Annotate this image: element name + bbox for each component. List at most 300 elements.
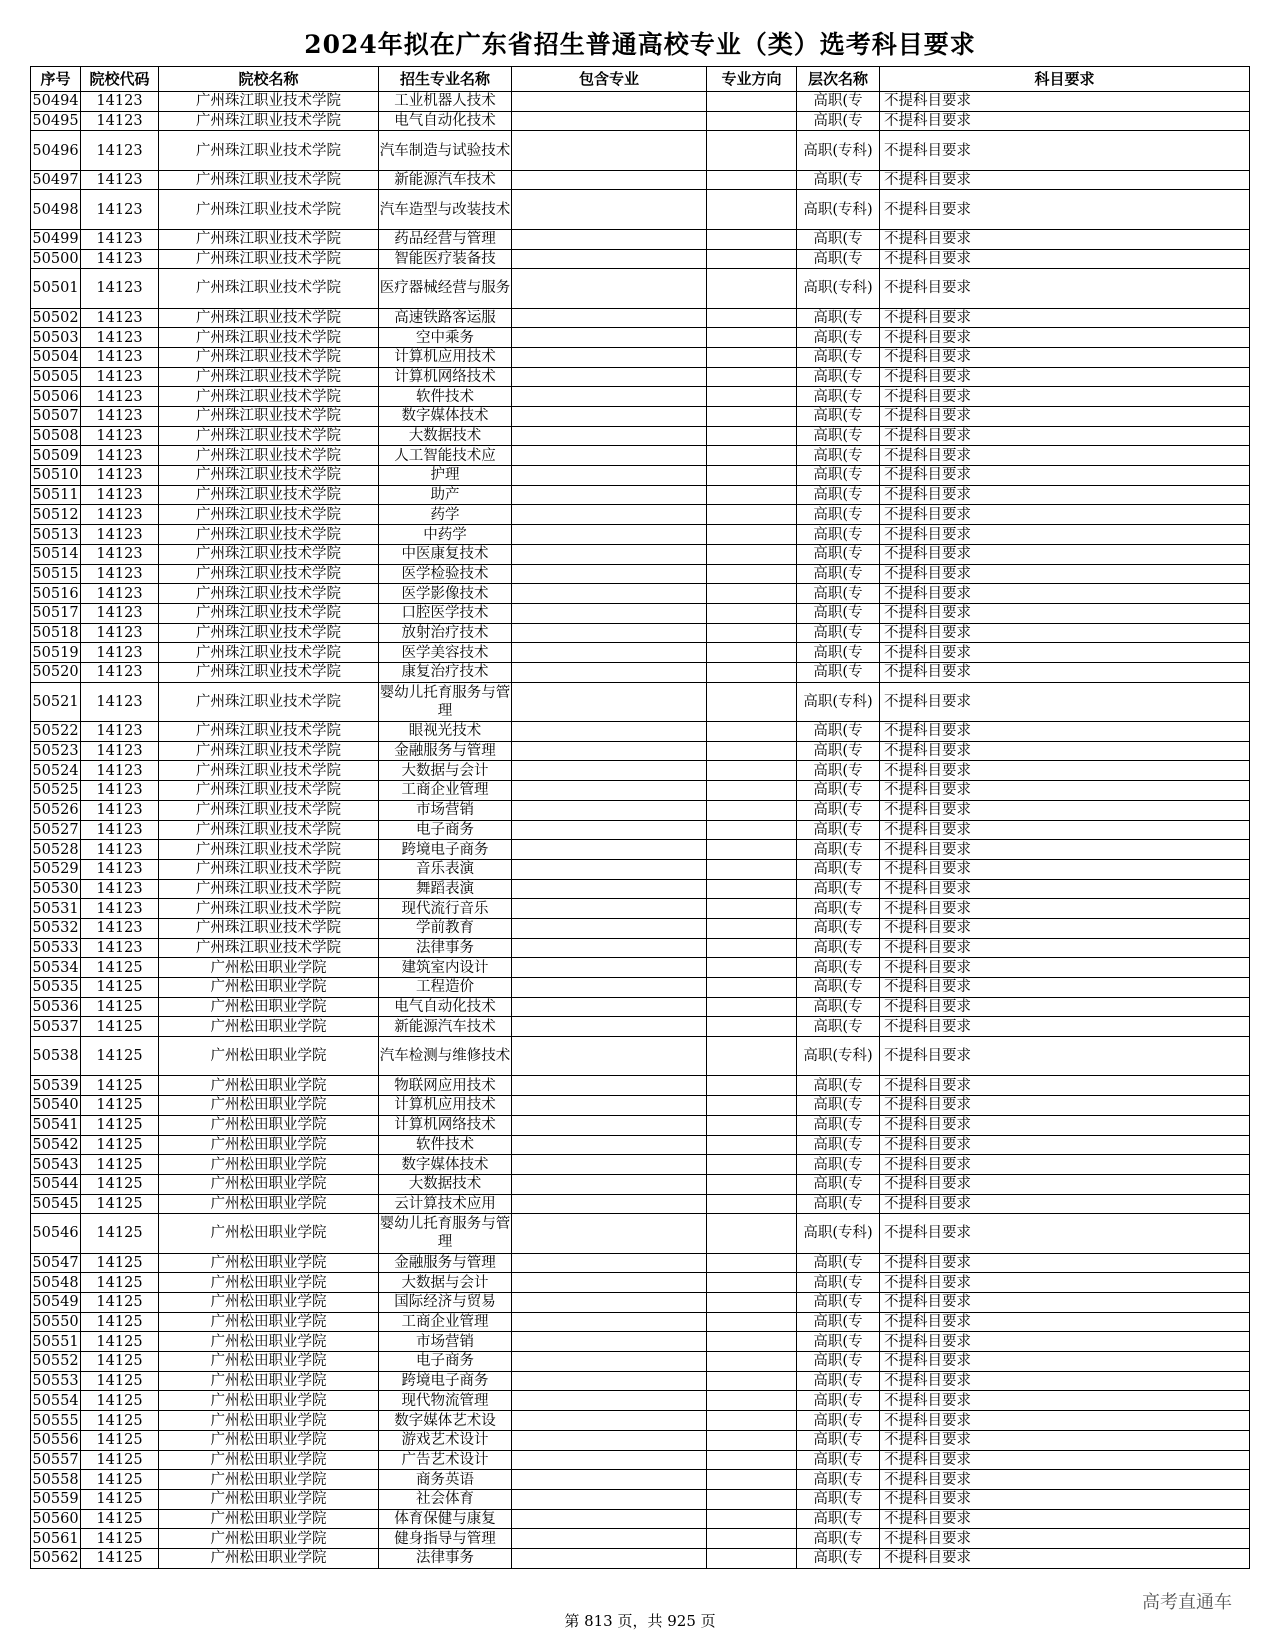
table-row	[31, 1450, 1250, 1470]
cell-included-majors	[512, 918, 707, 938]
cell-school-name: 广州珠江职业技术学院	[159, 446, 379, 466]
cell-included-majors	[512, 1273, 707, 1293]
cell-major-name: 云计算技术应用	[379, 1194, 512, 1214]
cell-subject-requirement: 不提科目要求	[880, 1273, 1250, 1293]
cell-level: 高职(专	[797, 1529, 880, 1549]
cell-school-name: 广州松田职业学院	[159, 978, 379, 998]
cell-major-name: 中药学	[379, 525, 512, 545]
cell-major-name: 智能医疗装备技	[379, 249, 512, 269]
cell-school-code: 14125	[81, 978, 159, 998]
cell-school-name: 广州松田职业学院	[159, 1371, 379, 1391]
cell-school-code: 14125	[81, 1450, 159, 1470]
cell-school-name: 广州松田职业学院	[159, 1470, 379, 1490]
cell-level: 高职(专	[797, 978, 880, 998]
cell-major-name: 电子商务	[379, 1352, 512, 1372]
cell-level: 高职(专	[797, 781, 880, 801]
cell-school-code: 14123	[81, 938, 159, 958]
cell-school-name: 广州松田职业学院	[159, 1548, 379, 1568]
table-row	[31, 603, 1250, 623]
cell-major-name: 婴幼儿托育服务与管理	[379, 682, 512, 721]
cell-school-name: 广州珠江职业技术学院	[159, 564, 379, 584]
cell-school-name: 广州珠江职业技术学院	[159, 407, 379, 427]
cell-school-name: 广州松田职业学院	[159, 1391, 379, 1411]
cell-included-majors	[512, 1411, 707, 1431]
cell-school-code: 14125	[81, 1115, 159, 1135]
col-header-seq: 序号	[31, 67, 81, 92]
cell-school-code: 14125	[81, 1135, 159, 1155]
cell-subject-requirement: 不提科目要求	[880, 1489, 1250, 1509]
cell-major-name: 音乐表演	[379, 859, 512, 879]
cell-level: 高职(专	[797, 1293, 880, 1313]
cell-major-name: 现代物流管理	[379, 1391, 512, 1411]
cell-seq: 50553	[32, 1373, 79, 1390]
cell-school-code: 14123	[81, 92, 159, 112]
table-row	[31, 111, 1250, 131]
cell-school-code: 14123	[81, 820, 159, 840]
cell-major-name: 婴幼儿托育服务与管理	[379, 1214, 512, 1253]
cell-school-name: 广州珠江职业技术学院	[159, 249, 379, 269]
cell-school-code: 14123	[81, 170, 159, 190]
table-row	[31, 1470, 1250, 1490]
cell-major-direction	[707, 643, 797, 663]
cell-major-name: 学前教育	[379, 918, 512, 938]
cell-major-direction	[707, 426, 797, 446]
table-row	[31, 722, 1250, 742]
cell-school-code: 14125	[81, 1273, 159, 1293]
cell-school-name: 广州松田职业学院	[159, 1430, 379, 1450]
cell-major-direction	[707, 308, 797, 328]
cell-included-majors	[512, 1352, 707, 1372]
cell-level: 高职(专	[797, 938, 880, 958]
cell-level: 高职(专科)	[797, 1214, 880, 1253]
cell-included-majors	[512, 564, 707, 584]
cell-major-direction	[707, 1214, 797, 1253]
cell-seq: 50540	[32, 1097, 79, 1114]
cell-subject-requirement: 不提科目要求	[880, 978, 1250, 998]
cell-major-name: 大数据技术	[379, 1174, 512, 1194]
cell-included-majors	[512, 643, 707, 663]
cell-level: 高职(专	[797, 722, 880, 742]
cell-level: 高职(专科)	[797, 1037, 880, 1076]
cell-school-name: 广州珠江职业技术学院	[159, 603, 379, 623]
cell-school-name: 广州松田职业学院	[159, 1352, 379, 1372]
cell-level: 高职(专	[797, 1450, 880, 1470]
cell-seq: 50543	[32, 1156, 79, 1173]
cell-seq: 50542	[32, 1136, 79, 1153]
cell-included-majors	[512, 525, 707, 545]
cell-major-name: 数字媒体技术	[379, 407, 512, 427]
cell-seq: 50547	[32, 1255, 79, 1271]
cell-subject-requirement: 不提科目要求	[880, 662, 1250, 682]
cell-major-name: 现代流行音乐	[379, 899, 512, 919]
cell-major-direction	[707, 229, 797, 249]
cell-seq: 50531	[32, 900, 79, 917]
cell-seq: 50549	[32, 1294, 79, 1311]
cell-school-code: 14125	[81, 958, 159, 978]
cell-level: 高职(专	[797, 997, 880, 1017]
cell-included-majors	[512, 170, 707, 190]
cell-school-code: 14123	[81, 662, 159, 682]
table-row	[31, 682, 1250, 721]
cell-school-name: 广州松田职业学院	[159, 1194, 379, 1214]
cell-subject-requirement: 不提科目要求	[880, 1430, 1250, 1450]
cell-seq: 50539	[32, 1077, 79, 1094]
cell-included-majors	[512, 544, 707, 564]
cell-seq: 50530	[32, 880, 79, 897]
cell-major-direction	[707, 446, 797, 466]
cell-subject-requirement: 不提科目要求	[880, 564, 1250, 584]
cell-subject-requirement: 不提科目要求	[880, 131, 1250, 170]
cell-school-name: 广州松田职业学院	[159, 1115, 379, 1135]
cell-school-name: 广州松田职业学院	[159, 1174, 379, 1194]
cell-school-name: 广州松田职业学院	[159, 958, 379, 978]
cell-major-direction	[707, 525, 797, 545]
cell-school-name: 广州松田职业学院	[159, 1096, 379, 1116]
table-row	[31, 978, 1250, 998]
cell-subject-requirement: 不提科目要求	[880, 938, 1250, 958]
cell-subject-requirement: 不提科目要求	[880, 1155, 1250, 1175]
table-row	[31, 387, 1250, 407]
table-row	[31, 308, 1250, 328]
cell-school-name: 广州珠江职业技术学院	[159, 544, 379, 564]
cell-seq: 50516	[32, 585, 79, 602]
cell-school-name: 广州珠江职业技术学院	[159, 131, 379, 170]
cell-major-name: 健身指导与管理	[379, 1529, 512, 1549]
table-row	[31, 1529, 1250, 1549]
cell-included-majors	[512, 1253, 707, 1273]
cell-major-direction	[707, 859, 797, 879]
cell-seq: 50505	[32, 369, 79, 386]
cell-major-direction	[707, 1115, 797, 1135]
cell-seq: 50527	[32, 821, 79, 838]
cell-level: 高职(专	[797, 584, 880, 604]
cell-subject-requirement: 不提科目要求	[880, 446, 1250, 466]
table-row	[31, 328, 1250, 348]
cell-major-name: 法律事务	[379, 938, 512, 958]
cell-seq: 50501	[31, 269, 81, 308]
cell-subject-requirement: 不提科目要求	[880, 485, 1250, 505]
cell-subject-requirement: 不提科目要求	[880, 229, 1250, 249]
cell-seq: 50551	[32, 1333, 79, 1350]
cell-school-name: 广州松田职业学院	[159, 997, 379, 1017]
cell-school-code: 14125	[81, 1037, 159, 1076]
cell-seq: 50513	[32, 526, 79, 543]
table-header-row	[31, 67, 1250, 92]
cell-major-name: 高速铁路客运服	[379, 308, 512, 328]
cell-level: 高职(专	[797, 761, 880, 781]
cell-major-direction	[707, 367, 797, 387]
col-header-level: 层次名称	[797, 67, 880, 92]
cell-school-name: 广州珠江职业技术学院	[159, 840, 379, 860]
cell-seq: 50507	[32, 408, 79, 425]
table-row	[31, 899, 1250, 919]
cell-major-direction	[707, 1273, 797, 1293]
cell-school-code: 14123	[81, 800, 159, 820]
cell-school-code: 14125	[81, 1509, 159, 1529]
cell-major-name: 市场营销	[379, 1332, 512, 1352]
cell-school-code: 14123	[81, 564, 159, 584]
cell-major-direction	[707, 1174, 797, 1194]
cell-school-name: 广州松田职业学院	[159, 1214, 379, 1253]
cell-major-name: 计算机网络技术	[379, 367, 512, 387]
table-row	[31, 1155, 1250, 1175]
cell-level: 高职(专	[797, 1509, 880, 1529]
cell-seq: 50503	[32, 329, 79, 346]
cell-subject-requirement: 不提科目要求	[880, 1135, 1250, 1155]
cell-subject-requirement: 不提科目要求	[880, 1548, 1250, 1568]
cell-major-direction	[707, 938, 797, 958]
cell-level: 高职(专	[797, 1430, 880, 1450]
cell-school-name: 广州珠江职业技术学院	[159, 328, 379, 348]
cell-school-name: 广州珠江职业技术学院	[159, 800, 379, 820]
table-row	[31, 1509, 1250, 1529]
cell-level: 高职(专	[797, 387, 880, 407]
cell-major-direction	[707, 485, 797, 505]
cell-level: 高职(专	[797, 1076, 880, 1096]
table-row	[31, 1312, 1250, 1332]
table-row	[31, 800, 1250, 820]
cell-included-majors	[512, 584, 707, 604]
cell-seq: 50556	[32, 1432, 79, 1449]
cell-seq: 50504	[32, 349, 79, 366]
cell-major-direction	[707, 722, 797, 742]
cell-major-name: 中医康复技术	[379, 544, 512, 564]
cell-subject-requirement: 不提科目要求	[880, 269, 1250, 308]
cell-school-code: 14123	[81, 899, 159, 919]
cell-included-majors	[512, 92, 707, 112]
cell-major-direction	[707, 1194, 797, 1214]
cell-school-code: 14123	[81, 446, 159, 466]
cell-subject-requirement: 不提科目要求	[880, 1096, 1250, 1116]
cell-seq: 50544	[32, 1176, 79, 1193]
cell-included-majors	[512, 505, 707, 525]
cell-level: 高职(专	[797, 505, 880, 525]
cell-school-name: 广州珠江职业技术学院	[159, 781, 379, 801]
cell-seq: 50537	[32, 1018, 79, 1035]
cell-school-code: 14123	[81, 367, 159, 387]
cell-included-majors	[512, 1096, 707, 1116]
cell-subject-requirement: 不提科目要求	[880, 1509, 1250, 1529]
cell-school-code: 14125	[81, 1352, 159, 1372]
cell-level: 高职(专	[797, 1548, 880, 1568]
cell-major-name: 游戏艺术设计	[379, 1430, 512, 1450]
cell-subject-requirement: 不提科目要求	[880, 249, 1250, 269]
cell-school-code: 14123	[81, 603, 159, 623]
cell-seq: 50494	[32, 93, 79, 110]
cell-level: 高职(专	[797, 525, 880, 545]
cell-subject-requirement: 不提科目要求	[880, 1214, 1250, 1253]
cell-level: 高职(专	[797, 820, 880, 840]
cell-school-code: 14123	[81, 643, 159, 663]
cell-subject-requirement: 不提科目要求	[880, 623, 1250, 643]
cell-level: 高职(专	[797, 1470, 880, 1490]
cell-included-majors	[512, 1509, 707, 1529]
cell-subject-requirement: 不提科目要求	[880, 387, 1250, 407]
cell-major-direction	[707, 1312, 797, 1332]
cell-major-direction	[707, 466, 797, 486]
table-row	[31, 544, 1250, 564]
table-row	[31, 92, 1250, 112]
cell-school-code: 14123	[81, 918, 159, 938]
cell-level: 高职(专科)	[797, 131, 880, 170]
table-row	[31, 564, 1250, 584]
table-row	[31, 466, 1250, 486]
cell-school-code: 14125	[81, 1155, 159, 1175]
cell-included-majors	[512, 1293, 707, 1313]
cell-included-majors	[512, 997, 707, 1017]
cell-seq: 50523	[32, 743, 79, 760]
cell-school-code: 14125	[81, 1253, 159, 1273]
table-row	[31, 170, 1250, 190]
cell-seq: 50500	[32, 250, 79, 267]
table-row	[31, 1332, 1250, 1352]
col-header-major: 招生专业名称	[379, 67, 512, 92]
cell-level: 高职(专	[797, 1332, 880, 1352]
cell-major-direction	[707, 131, 797, 170]
cell-school-code: 14125	[81, 1293, 159, 1313]
cell-subject-requirement: 不提科目要求	[880, 1411, 1250, 1431]
col-header-requirement: 科目要求	[880, 67, 1250, 92]
cell-major-direction	[707, 1037, 797, 1076]
cell-subject-requirement: 不提科目要求	[880, 525, 1250, 545]
cell-level: 高职(专	[797, 800, 880, 820]
table-row	[31, 1352, 1250, 1372]
cell-included-majors	[512, 1194, 707, 1214]
cell-included-majors	[512, 800, 707, 820]
cell-seq: 50558	[32, 1471, 79, 1488]
cell-major-name: 电气自动化技术	[379, 997, 512, 1017]
cell-major-direction	[707, 1293, 797, 1313]
cell-major-name: 软件技术	[379, 387, 512, 407]
cell-seq: 50509	[32, 447, 79, 464]
cell-major-name: 康复治疗技术	[379, 662, 512, 682]
cell-included-majors	[512, 623, 707, 643]
cell-subject-requirement: 不提科目要求	[880, 820, 1250, 840]
table-row	[31, 1273, 1250, 1293]
cell-school-code: 14123	[81, 544, 159, 564]
cell-major-direction	[707, 407, 797, 427]
cell-school-name: 广州松田职业学院	[159, 1037, 379, 1076]
cell-subject-requirement: 不提科目要求	[880, 1194, 1250, 1214]
cell-included-majors	[512, 190, 707, 229]
cell-school-code: 14123	[81, 347, 159, 367]
table-body	[31, 92, 1250, 1569]
cell-included-majors	[512, 1371, 707, 1391]
cell-school-code: 14123	[81, 466, 159, 486]
table-row	[31, 505, 1250, 525]
cell-included-majors	[512, 229, 707, 249]
cell-seq: 50538	[31, 1037, 81, 1076]
cell-major-direction	[707, 997, 797, 1017]
cell-school-code: 14123	[81, 308, 159, 328]
cell-seq: 50536	[32, 999, 79, 1016]
cell-included-majors	[512, 781, 707, 801]
cell-level: 高职(专	[797, 328, 880, 348]
cell-school-code: 14125	[81, 997, 159, 1017]
cell-subject-requirement: 不提科目要求	[880, 997, 1250, 1017]
cell-major-name: 电子商务	[379, 820, 512, 840]
cell-level: 高职(专科)	[797, 269, 880, 308]
cell-major-direction	[707, 1096, 797, 1116]
cell-level: 高职(专	[797, 1174, 880, 1194]
cell-school-name: 广州松田职业学院	[159, 1312, 379, 1332]
cell-major-direction	[707, 781, 797, 801]
cell-subject-requirement: 不提科目要求	[880, 722, 1250, 742]
cell-major-direction	[707, 111, 797, 131]
table-row	[31, 938, 1250, 958]
cell-subject-requirement: 不提科目要求	[880, 1529, 1250, 1549]
cell-level: 高职(专	[797, 170, 880, 190]
cell-subject-requirement: 不提科目要求	[880, 170, 1250, 190]
cell-subject-requirement: 不提科目要求	[880, 92, 1250, 112]
table-row	[31, 662, 1250, 682]
cell-level: 高职(专	[797, 564, 880, 584]
cell-level: 高职(专	[797, 111, 880, 131]
cell-major-name: 药品经营与管理	[379, 229, 512, 249]
cell-school-name: 广州珠江职业技术学院	[159, 466, 379, 486]
cell-included-majors	[512, 859, 707, 879]
cell-school-code: 14125	[81, 1096, 159, 1116]
cell-seq: 50508	[32, 428, 79, 445]
cell-subject-requirement: 不提科目要求	[880, 741, 1250, 761]
cell-school-code: 14125	[81, 1194, 159, 1214]
cell-major-name: 软件技术	[379, 1135, 512, 1155]
cell-major-name: 计算机网络技术	[379, 1115, 512, 1135]
cell-included-majors	[512, 387, 707, 407]
cell-major-direction	[707, 918, 797, 938]
cell-school-code: 14123	[81, 859, 159, 879]
cell-school-code: 14123	[81, 505, 159, 525]
cell-subject-requirement: 不提科目要求	[880, 426, 1250, 446]
cell-school-code: 14123	[81, 781, 159, 801]
cell-school-code: 14125	[81, 1076, 159, 1096]
table-row	[31, 584, 1250, 604]
cell-school-name: 广州松田职业学院	[159, 1450, 379, 1470]
cell-included-majors	[512, 131, 707, 170]
cell-school-name: 广州珠江职业技术学院	[159, 387, 379, 407]
table-row	[31, 997, 1250, 1017]
cell-seq: 50524	[32, 762, 79, 779]
cell-seq: 50555	[32, 1412, 79, 1429]
cell-subject-requirement: 不提科目要求	[880, 1352, 1250, 1372]
cell-major-direction	[707, 840, 797, 860]
cell-major-direction	[707, 820, 797, 840]
cell-level: 高职(专	[797, 1096, 880, 1116]
cell-major-name: 医学检验技术	[379, 564, 512, 584]
table-row	[31, 485, 1250, 505]
cell-included-majors	[512, 899, 707, 919]
cell-included-majors	[512, 1214, 707, 1253]
cell-subject-requirement: 不提科目要求	[880, 367, 1250, 387]
cell-included-majors	[512, 1076, 707, 1096]
cell-major-direction	[707, 1411, 797, 1431]
cell-seq: 50532	[32, 920, 79, 937]
cell-major-direction	[707, 1509, 797, 1529]
cell-level: 高职(专科)	[797, 190, 880, 229]
cell-level: 高职(专	[797, 1155, 880, 1175]
cell-included-majors	[512, 1529, 707, 1549]
cell-subject-requirement: 不提科目要求	[880, 918, 1250, 938]
table-row	[31, 781, 1250, 801]
cell-subject-requirement: 不提科目要求	[880, 584, 1250, 604]
cell-level: 高职(专	[797, 899, 880, 919]
cell-major-name: 大数据技术	[379, 426, 512, 446]
cell-level: 高职(专	[797, 1253, 880, 1273]
table-row	[31, 190, 1250, 229]
cell-major-name: 人工智能技术应	[379, 446, 512, 466]
cell-school-code: 14125	[81, 1312, 159, 1332]
cell-major-direction	[707, 328, 797, 348]
